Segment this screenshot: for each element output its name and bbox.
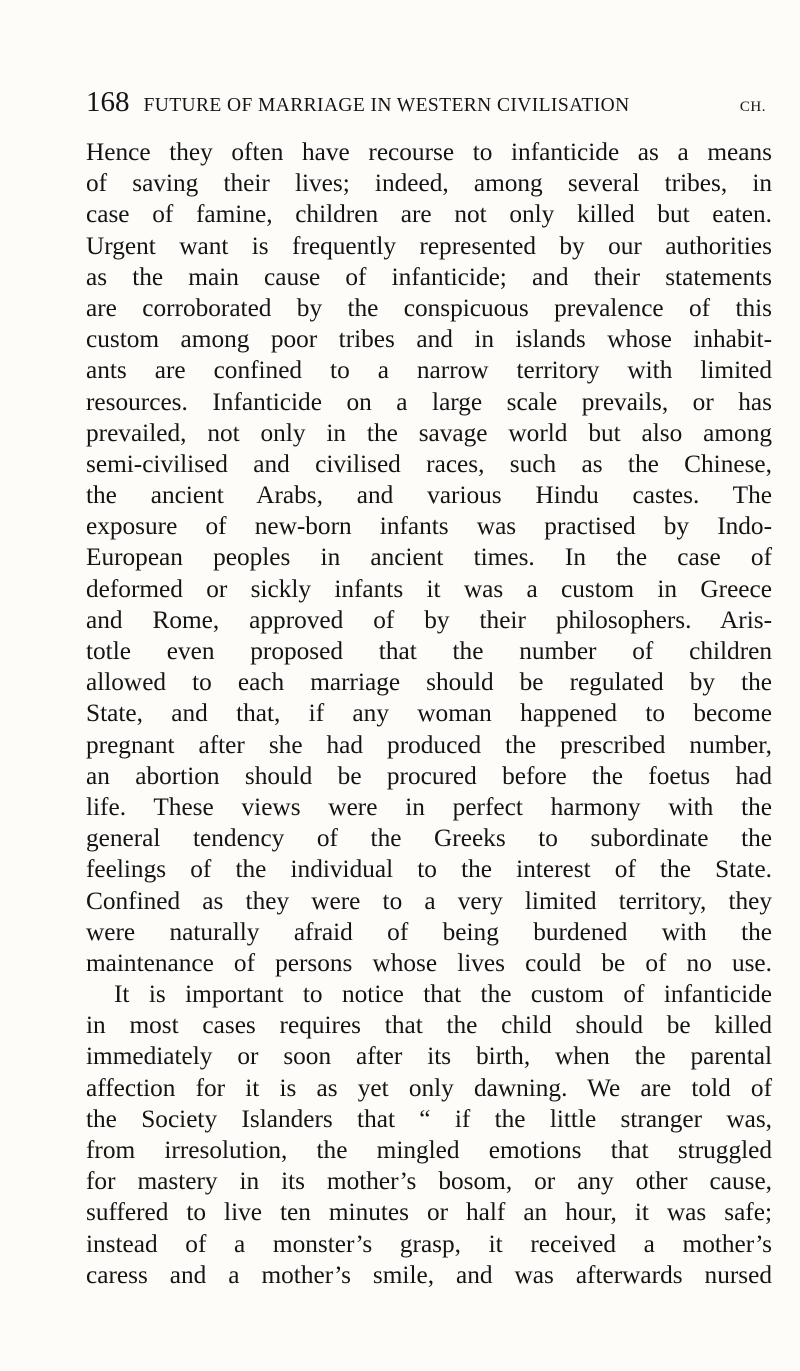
chapter-label: CH.: [739, 99, 766, 115]
text-line: case of famine, children are not only killed but eaten.: [86, 200, 772, 229]
text-line: allowed to each marriage should be regulated by the: [86, 668, 772, 697]
text-line: general tendency of the Greeks to subordinate the: [86, 824, 772, 853]
text-line: an abortion should be procured before the foetus had: [86, 761, 772, 790]
text-line: deformed or sickly infants it was a custom in Greece: [86, 574, 772, 603]
text-line: were naturally afraid of being burdened with the: [86, 917, 772, 946]
text-line: It is important to notice that the custom of infanticide: [114, 980, 772, 1009]
text-line: custom among poor tribes and in islands whose inhabit-: [86, 325, 772, 354]
text-line: instead of a monster’s grasp, it received a mother’s: [86, 1229, 772, 1258]
text-line: maintenance of persons whose lives could be of no use.: [86, 948, 772, 977]
text-line: exposure of new-born infants was practised by Indo-: [86, 512, 772, 541]
text-line: of saving their lives; indeed, among several tribes, in: [86, 169, 772, 198]
page-header: [86, 86, 766, 126]
text-line: resources. Infanticide on a large scale prevails, or has: [86, 387, 772, 416]
text-line: for mastery in its mother’s bosom, or any other cause,: [86, 1167, 772, 1196]
text-line: prevailed, not only in the savage world but also among: [86, 418, 772, 447]
text-line: the ancient Arabs, and various Hindu castes. The: [86, 481, 772, 510]
page-number: 168: [86, 86, 130, 118]
text-line: semi-civilised and civilised races, such as the Chinese,: [86, 449, 772, 478]
text-line: Urgent want is frequently represented by our authorities: [86, 231, 772, 260]
text-line: in most cases requires that the child should be killed: [86, 1011, 772, 1040]
text-line: totle even proposed that the number of children: [86, 637, 772, 665]
text-line: immediately or soon after its birth, when the parental: [86, 1042, 772, 1071]
body-text: [86, 137, 772, 1291]
text-line: affection for it is as yet only dawning. We are told of: [86, 1073, 772, 1102]
text-line: the Society Islanders that “ if the little stranger was,: [86, 1104, 772, 1133]
text-line: pregnant after she had produced the prescribed number,: [86, 730, 772, 759]
text-line: Confined as they were to a very limited territory, they: [86, 886, 772, 915]
text-line: Hence they often have recourse to infanticide as a means: [86, 138, 772, 166]
text-line: European peoples in ancient times. In the case of: [86, 543, 772, 572]
text-line: State, and that, if any woman happened to become: [86, 699, 772, 728]
text-line: life. These views were in perfect harmony with the: [86, 792, 772, 821]
text-line: from irresolution, the mingled emotions that struggled: [86, 1136, 772, 1164]
text-line: as the main cause of infanticide; and their statements: [86, 262, 772, 291]
text-line: caress and a mother’s smile, and was afterwards nursed: [86, 1260, 772, 1289]
text-line: are corroborated by the conspicuous prevalence of this: [86, 293, 772, 322]
running-title: FUTURE OF MARRIAGE IN WESTERN CIVILISATION: [143, 95, 630, 116]
text-line: ants are confined to a narrow territory with limited: [86, 356, 772, 385]
text-line: and Rome, approved of by their philosophers. Aris-: [86, 605, 772, 634]
text-line: feelings of the individual to the interest of the State.: [86, 855, 772, 884]
text-line: suffered to live ten minutes or half an hour, it was safe;: [86, 1198, 772, 1227]
